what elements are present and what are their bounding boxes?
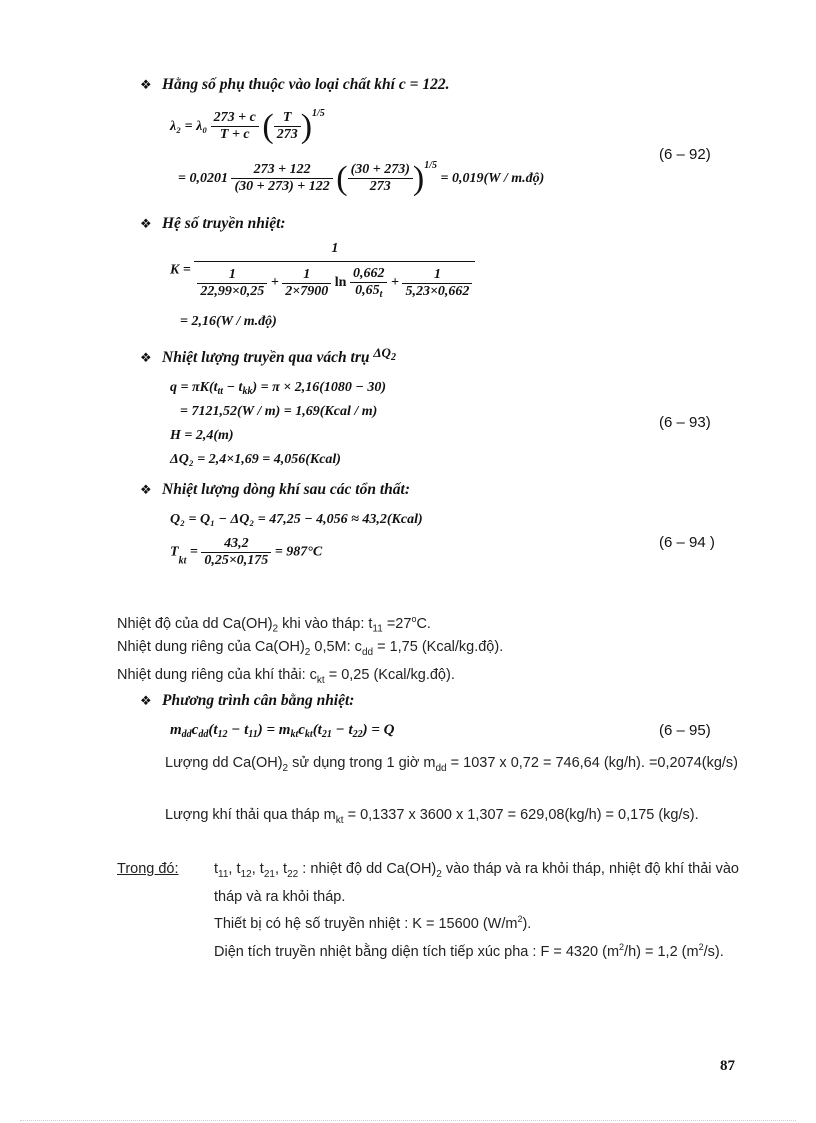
text-run: /h) = 1,2 (m: [624, 943, 699, 960]
numerator: T: [274, 110, 301, 127]
subscript: dd: [198, 729, 209, 740]
subscript: 11: [248, 729, 258, 740]
footer-divider: [20, 1120, 796, 1121]
numerator: (30 + 273): [348, 162, 413, 179]
text-run: = 0,1337 x 3600 x 1,307 = 629,08(kg/h) = 0,175 (kg/s).: [343, 807, 699, 823]
text-run: /s).: [703, 943, 724, 960]
bullet-text: Nhiệt lượng truyền qua vách trụ: [162, 349, 370, 366]
bullet-text: Hằng số phụ thuộc vào loại chất khí c = 122.: [162, 76, 450, 93]
subscript: dd: [361, 646, 374, 658]
denominator: 2×7900: [285, 283, 329, 299]
equation-q-line2: = 7121,52(W / m) = 1,69(Kcal / m): [180, 404, 378, 419]
plus-sign: +: [270, 275, 279, 291]
superscript: o: [411, 614, 417, 624]
paren-close: ): [300, 107, 313, 145]
superscript: 2: [517, 914, 523, 924]
text-run: = 1,75 (Kcal/kg.độ).: [373, 639, 504, 655]
equation-number-94: (6 – 94 ): [659, 534, 715, 551]
eq-part: − t: [223, 380, 243, 395]
equation-heat-balance: [170, 722, 395, 740]
equation-deltaQ2: ΔQ₂ = 2,4×1,69 = 4,056(Kcal): [170, 452, 341, 467]
fraction: [350, 266, 388, 300]
equation-H: H = 2,4(m): [170, 428, 234, 443]
subscript: 2: [436, 868, 442, 880]
text-run: Lượng dd Ca(OH): [165, 755, 283, 771]
text-run: 0,5M: c: [310, 639, 362, 655]
paragraph-temperature-definitions: [214, 858, 739, 908]
subscript: kt: [178, 555, 187, 567]
subscript: kt: [316, 674, 325, 686]
numerator: 273 + c: [211, 110, 259, 127]
numerator: 43,2: [201, 536, 271, 553]
equation-lambda-line1: [170, 108, 325, 144]
bullet-heat-transfer-coefficient: [140, 215, 286, 233]
subscript: 2: [390, 352, 396, 363]
subscript: tt: [217, 386, 224, 397]
subscript: kk: [242, 386, 253, 397]
text-run: : nhiệt độ dd Ca(OH): [298, 861, 437, 877]
bullet-text: Hệ số truyền nhiệt:: [162, 215, 286, 232]
bullet-text: Nhiệt lượng dòng khí sau các tổn thất:: [162, 481, 410, 498]
numerator: 0,662: [350, 266, 388, 283]
delta-q-symbol: ΔQ: [373, 345, 391, 360]
fraction: [211, 110, 259, 143]
subscript: 2: [282, 762, 289, 774]
bullet-symbol: [373, 345, 396, 363]
denominator-value: 0,65: [355, 283, 380, 298]
diamond-bullet-icon: ❖: [140, 693, 152, 708]
paragraph-specific-heat-caoh2: [117, 636, 503, 664]
fraction: [201, 536, 271, 569]
subscript: 11: [218, 868, 229, 880]
fraction: [348, 162, 413, 195]
label-trong-do: Trong đó:: [117, 861, 179, 877]
paren-open: (: [262, 107, 274, 145]
text-run: = 0,25 (Kcal/kg.độ).: [324, 667, 455, 683]
diamond-bullet-icon: ❖: [140, 216, 152, 231]
eq-part: ) = m: [257, 722, 291, 738]
equation-Tkt: [170, 536, 322, 569]
subscript: 12: [240, 868, 252, 880]
subscript: 2: [304, 646, 311, 658]
eq-part: − t: [331, 722, 353, 738]
text-run: , t: [228, 861, 241, 877]
eq-part: ) = Q: [362, 722, 395, 738]
text-run: khi vào tháp: t: [278, 615, 373, 632]
page-number: 87: [720, 1058, 735, 1074]
subscript: kt: [290, 729, 299, 740]
paragraph-exhaust-flow: [117, 804, 739, 832]
equation-Q2: Q₂ = Q₁ − ΔQ₂ = 47,25 − 4,056 ≈ 43,2(Kcal): [170, 512, 423, 527]
fraction: [231, 162, 332, 195]
subscript: 22: [287, 868, 299, 880]
equation-number-93: (6 – 93): [659, 414, 711, 431]
equation-q-line1: [170, 380, 386, 397]
subscript: kt: [335, 814, 344, 826]
text-run: Thiết bị có hệ số truyền nhiệt : K = 15600 (W/m: [214, 915, 518, 932]
subscript: dd: [435, 762, 447, 774]
numerator: 1: [197, 267, 267, 284]
denominator: [350, 283, 388, 300]
subscript: kt: [304, 729, 313, 740]
text-run: , t: [274, 861, 288, 877]
denominator: T + c: [219, 127, 250, 143]
text-run: = 1037 x 0,72 = 746,64 (kg/h). =0,2074(kg/s): [446, 755, 739, 771]
exponent: 1/5: [312, 108, 325, 119]
superscript: 2: [698, 942, 704, 952]
denominator: (30 + 273) + 122: [234, 179, 330, 195]
eq-part: m: [170, 722, 182, 738]
bullet-text: Phương trình cân bằng nhiệt:: [162, 692, 355, 709]
text-run: , t: [251, 861, 264, 877]
numerator: 1: [402, 267, 472, 284]
subscript: 21: [321, 729, 332, 740]
equation-K: [170, 241, 475, 300]
denominator: 273: [369, 179, 391, 195]
denominator: 5,23×0,662: [405, 283, 470, 299]
text-run: Lượng khí thải qua tháp m: [165, 807, 336, 823]
fraction: [402, 267, 472, 300]
text-run: t: [214, 861, 219, 877]
subscript: 2: [272, 623, 279, 635]
fraction: [197, 267, 267, 300]
plus-sign: +: [390, 275, 399, 291]
bullet-gas-constant: [140, 76, 449, 94]
text-run: ).: [522, 915, 532, 932]
eq-result: = 987°C: [274, 544, 323, 560]
eq-part: (t: [208, 722, 218, 738]
eq-part: − t: [227, 722, 249, 738]
eq-part: (t: [312, 722, 322, 738]
eq-coefficient: = 0,0201: [178, 171, 228, 186]
eq-part: ) = π × 2,16(1080 − 30): [252, 380, 387, 395]
paren-open: (: [336, 159, 348, 197]
eq-part: c: [191, 722, 199, 738]
subscript: dd: [181, 729, 192, 740]
subscript: 22: [352, 729, 363, 740]
text-run: vào tháp và ra khỏi tháp, nhiệt độ khí thải vào tháp và ra khỏi tháp.: [214, 861, 739, 905]
text-run: =27: [382, 615, 412, 632]
text-run: Diện tích truyền nhiệt bằng diện tích tiếp xúc pha : F = 4320 (m: [214, 943, 620, 960]
subscript: t: [379, 289, 383, 300]
equation-K-result: = 2,16(W / m.độ): [180, 314, 277, 329]
eq-part: q = πK(t: [170, 380, 218, 395]
text-run: Nhiệt dung riêng của khí thải: c: [117, 667, 317, 683]
subscript: 12: [217, 729, 228, 740]
paragraph-transfer-area: [166, 936, 739, 963]
text-run: Nhiệt độ của dd Ca(OH): [117, 615, 273, 632]
equals-sign: =: [189, 544, 198, 560]
text-run: sử dụng trong 1 giờ m: [288, 755, 436, 771]
numerator: 273 + 122: [231, 162, 332, 179]
superscript: 2: [619, 942, 625, 952]
eq-result: = 0,019(W / m.độ): [440, 171, 545, 186]
diamond-bullet-icon: ❖: [140, 482, 152, 497]
paragraph-caoh2-usage: [117, 752, 739, 780]
exponent: 1/5: [424, 160, 438, 171]
paren-close: ): [412, 159, 425, 197]
fraction: [282, 267, 331, 300]
bullet-heat-balance: [140, 692, 354, 710]
denominator: 22,99×0,25: [200, 283, 265, 299]
text-run: Nhiệt dung riêng của Ca(OH): [117, 639, 305, 655]
bullet-heat-through-wall: [140, 345, 396, 367]
paragraph-specific-heat-exhaust: [117, 664, 455, 692]
denominator: 273: [276, 127, 298, 143]
diamond-bullet-icon: ❖: [140, 77, 152, 92]
equation-number-92: (6 – 92): [659, 146, 711, 163]
text-run: C.: [416, 615, 431, 632]
bullet-gas-heat-after-loss: [140, 481, 410, 499]
denominator: 0,25×0,175: [204, 553, 269, 568]
subscript: 11: [372, 623, 383, 635]
numerator: 1: [282, 267, 331, 284]
eq-part: c: [298, 722, 305, 738]
diamond-bullet-icon: ❖: [140, 350, 152, 365]
equation-number-95: (6 – 95): [659, 722, 711, 739]
ln-operator: ln: [334, 275, 347, 291]
denominator: [194, 262, 475, 300]
subscript: 21: [263, 868, 275, 880]
eq-lhs: K =: [170, 262, 191, 278]
eq-lhs: λ₂ = λ₀: [170, 119, 208, 134]
paragraph-device-coefficient: [214, 908, 531, 935]
eq-lhs: T: [170, 544, 179, 560]
equation-lambda-line2: [178, 160, 544, 196]
numerator: 1: [194, 241, 475, 262]
fraction-main: [194, 241, 475, 300]
fraction: [274, 110, 301, 143]
